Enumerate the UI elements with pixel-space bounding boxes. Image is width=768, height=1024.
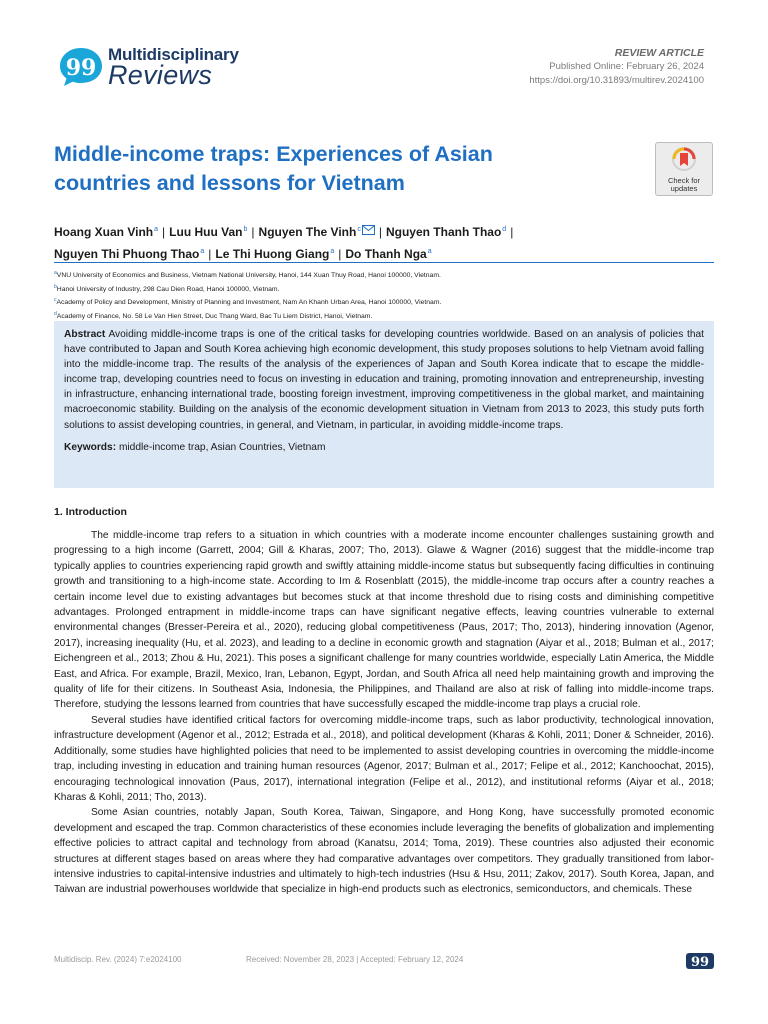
affiliation-mark: c [357, 226, 361, 233]
affiliation-mark: d [502, 226, 507, 233]
keywords-label: Keywords: [64, 441, 117, 453]
author-name: Le Thi Huong Giang [215, 247, 330, 261]
journal-logo[interactable] [58, 42, 258, 92]
journal-reference: Multidiscip. Rev. (2024) 7:e2024100 [54, 955, 182, 964]
quote-bubble-icon [58, 46, 104, 88]
affiliation: $^d$Academy of Finance, No. 58 Le Van Hien Street, Duc Thang Ward, Bac Tu Liem District, Hanoi, Vietnam. [54, 310, 373, 320]
author-name: Nguyen Thi Phuong Thao [54, 247, 200, 261]
svg-text:99: 99 [690, 955, 710, 969]
journal-name-big: Reviews [108, 60, 213, 90]
affiliation-mark: a [427, 248, 432, 255]
check-for-updates-icon [671, 147, 697, 171]
doi-link[interactable]: https://doi.org/10.31893/multirev.2024100 [529, 75, 704, 86]
article-meta [529, 46, 704, 88]
author-name: Luu Huu Van [169, 225, 243, 239]
article-title: Middle-income traps: Experiences of Asian countries and lessons for Vietnam [54, 142, 493, 195]
journal-name-small: Multidisciplinary [108, 45, 239, 64]
body-text [54, 528, 714, 898]
affiliation: $^a$VNU University of Economics and Business, Vietnam National University, Hanoi, 144 Xuan Thuy Road, Hanoi 100000, Vietnam. [54, 270, 441, 279]
email-icon[interactable] [362, 225, 375, 235]
affiliation: $^b$Hanoi University of Industry, 298 Cau Dien Road, Hanoi 100000, Vietnam. [54, 283, 280, 293]
author-list: Hoang Xuan Vinh$^a$ | Luu Huu Van$^b$ | Nguyen The Vinh$^c$ | Nguyen Thanh Thao$^d$ | Nguyen Thi Phuong Thao$^a$ | Le Thi Huong Giang$^a$ | Do Thanh Nga$^a$ [54, 225, 514, 261]
affiliations [54, 268, 714, 322]
received-accepted-dates: Received: November 28, 2023 | Accepted: February 12, 2024 [246, 955, 464, 964]
affiliation-mark: a [200, 248, 205, 255]
check-for-updates-label: Check for updates [667, 176, 701, 193]
keywords: Keywords: middle-income trap, Asian Countries, Vietnam [64, 441, 326, 453]
article-type: REVIEW ARTICLE [614, 47, 704, 59]
affiliation-mark: a [154, 226, 159, 233]
paragraph: The middle-income trap refers to a situation in which countries with a moderate income encounter challenges sustaining growth and progressing to a high income (Garrett, 2004; Gill & Kharas, 2007; Tho, 2013). Glawe & Wagner (2016) suggest that the middle-income trap typically applies to countries experiencing rapid growth and swiftly attaining middle-income status but subsequently facing difficulties in continuing growth and transitioning to a high-income state. According to Im & Rosenblatt (2015), the middle-income trap occurs after a country reaches a certain income level due to existing advantages but becomes stuck at that income threshold due to rising costs and diminishing competitive advantages. Prolonged entrapment in middle-income traps can have significant negative effects, leaving countries vulnerable to external environmental changes (Bresser-Pereira et al., 2020), reducing global competitiveness (Paus, 2017; Tho, 2013), hindering innovation (Agenor, 2017), increasing inequality (Hu, et al. 2023), and leading to a decline in economic growth and stagnation (Aiyar et al., 2018; Bulman et al., 2017; Eichengreen et al., 2013; Zhou & Hu, 2021). This poses a significant challenge for many countries worldwide, especially Latin America, the Middle East, and Africa. For example, Brazil, Mexico, Iran, Lebanon, Egypt, Jordan, and South Africa all need help maintaining growth and improving the quality of life for their citizens. In Southeast Asia, Indonesia, the Philippines, and Thailand are also at risk of falling into middle-income traps. Therefore, studying the lessons learned from countries that have successfully escaped the middle-income trap plays a crucial role. [54, 530, 714, 711]
abstract-box [54, 321, 714, 488]
section-heading: 1. Introduction [54, 506, 127, 518]
author-name: Do Thanh Nga [345, 247, 427, 261]
abstract-label: Abstract [64, 329, 106, 340]
check-for-updates-badge[interactable] [655, 142, 713, 196]
journal-quote-icon [686, 953, 714, 969]
author-name: Nguyen Thanh Thao [385, 225, 502, 239]
published-date: Published Online: February 26, 2024 [549, 61, 704, 72]
paragraph: Several studies have identified critical factors for overcoming middle-income traps, such as labor productivity, technological innovation, infrastructure development (Agenor et al., 2012; Estrada et al., 2018), and political development (Kharas & Kohli, 2011; Doner & Schneider, 2016). Additionally, some studies have highlighted policies that need to be implemented to assist developing countries in overcoming the middle-income trap, including investing in education and training human resources (Agenor, 2017; Bulman et al., 2017; Felipe et al., 2012; Kanchoochat, 2015), encouraging technological innovation (Paus, 2017), international integration (Felipe et al., 2012), and institutional reforms (Aiyar et al., 2018; Kharas & Kohli, 2011; Tho, 2013). [54, 714, 714, 803]
divider [54, 262, 714, 263]
affiliation: $^c$Academy of Policy and Development, Ministry of Planning and Investment, Nam An Khanh Urban Area, Hanoi 100000, Vietnam. [54, 297, 442, 306]
page-footer [54, 953, 714, 969]
affiliation-mark: a [330, 248, 335, 255]
author-name: Nguyen The Vinh [258, 225, 357, 239]
author-name: Hoang Xuan Vinh [54, 225, 154, 239]
svg-text:99: 99 [65, 55, 97, 81]
abstract-text: Abstract Avoiding middle-income traps is one of the critical tasks for developing countries worldwide. Based on an analysis of policies that have contributed to Japan and South Korea achieving high economic development, this study proposes solutions to help Vietnam avoid falling into the middle-income trap. The results of the analysis of the experiences of Japan and South Korea indicate that to escape the middle-income trap, developing countries need to focus on investing in education and training, promoting innovation and entrepreneurship, investing in infrastructure, enhancing international trade, boosting foreign investment, improving competitiveness in the global market, and maintaining macroeconomic stability. Building on the analysis of the economic development situation in Vietnam from 2013 to 2023, this study puts forth solutions to assist developing countries, in general, and Vietnam, in particular, in avoiding middle-income traps. [64, 329, 704, 431]
paragraph: Some Asian countries, notably Japan, South Korea, Taiwan, Singapore, and Hong Kong, have successfully promoted economic development and escaped the trap. Common characteristics of these economies include leveraging the benefits of globalization and implementing effective policies to attract capital and technology from abroad (Kanatsu, 2014; Toma, 2019). These countries also adjusted their economic structures at different stages based on areas where they had comparative advantages over competitors. They gradually transitioned from labor-intensive industries to capital-intensive industries and ultimately to high-tech industries (Hsu & Hsu, 2011; Zakov, 2017). South Korea, Japan, and Taiwan are industrial powerhouses worldwide that specialize in high-end products such as electronics, semiconductors, and chemicals. These [54, 807, 714, 896]
affiliation-mark: b [243, 226, 248, 233]
